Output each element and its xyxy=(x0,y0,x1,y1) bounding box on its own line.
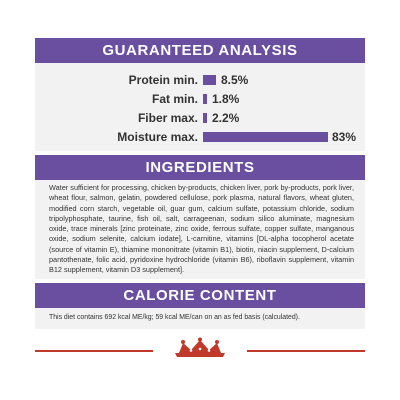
analysis-label: Protein min. xyxy=(128,73,198,87)
analysis-label: Fat min. xyxy=(151,92,198,106)
analysis-label: Moisture max. xyxy=(117,130,198,144)
analysis-value: 83% xyxy=(332,130,357,144)
analysis-value: 8.5% xyxy=(221,73,249,87)
footer-divider-right xyxy=(247,350,365,352)
calorie-content-heading: CALORIE CONTENT xyxy=(35,283,365,308)
analysis-bar xyxy=(203,132,328,142)
analysis-row-moisture xyxy=(35,127,365,147)
analysis-value: 2.2% xyxy=(212,111,240,125)
ingredients-panel xyxy=(35,180,365,279)
guaranteed-analysis-heading: GUARANTEED ANALYSIS xyxy=(35,38,365,63)
analysis-row-fat xyxy=(35,89,365,109)
analysis-bar xyxy=(203,94,207,104)
ingredients-text: Water sufficient for processing, chicken by-products, chicken liver, pork by-products, pork liver, wheat flour, salmon, gelatin, powdered cellulose, pork plasma, natural flavors, wheat gluten, modified corn starch, vegetable oil, guar gum, calcium sulfate, potassium chloride, sodium tripolyphosphate, taurine, fish oil, salt, carrageenan, sodium silico aluminate, magnesium oxide, trace minerals [zinc proteinate, zinc oxide, ferrous sulfate, copper sulfate, manganous oxide, sodium selenite, calcium iodate], L-carnitine, vitamins [DL-alpha tocopherol acetate (source of vitamin E), thiamine mononitrate (vitamin B1), biotin, niacin supplement, D-calcium pantothenate, folic acid, pyridoxine hydrochloride (vitamin B6), riboflavin supplement, vitamin B12 supplement, vitamin D3 supplement]. xyxy=(49,183,354,275)
ingredients-heading: INGREDIENTS xyxy=(35,155,365,180)
crown-logo-icon xyxy=(155,337,245,361)
analysis-row-protein xyxy=(35,70,365,90)
guaranteed-analysis-panel xyxy=(35,63,365,151)
analysis-value: 1.8% xyxy=(212,92,240,106)
analysis-label: Fiber max. xyxy=(137,111,198,125)
footer-divider-left xyxy=(35,350,153,352)
calorie-content-text: This diet contains 692 kcal ME/kg; 59 kcal ME/can on an as fed basis (calculated). xyxy=(49,314,300,321)
analysis-bar xyxy=(203,113,207,123)
analysis-bar xyxy=(203,75,216,85)
calorie-content-panel xyxy=(35,308,365,329)
analysis-row-fiber xyxy=(35,108,365,128)
